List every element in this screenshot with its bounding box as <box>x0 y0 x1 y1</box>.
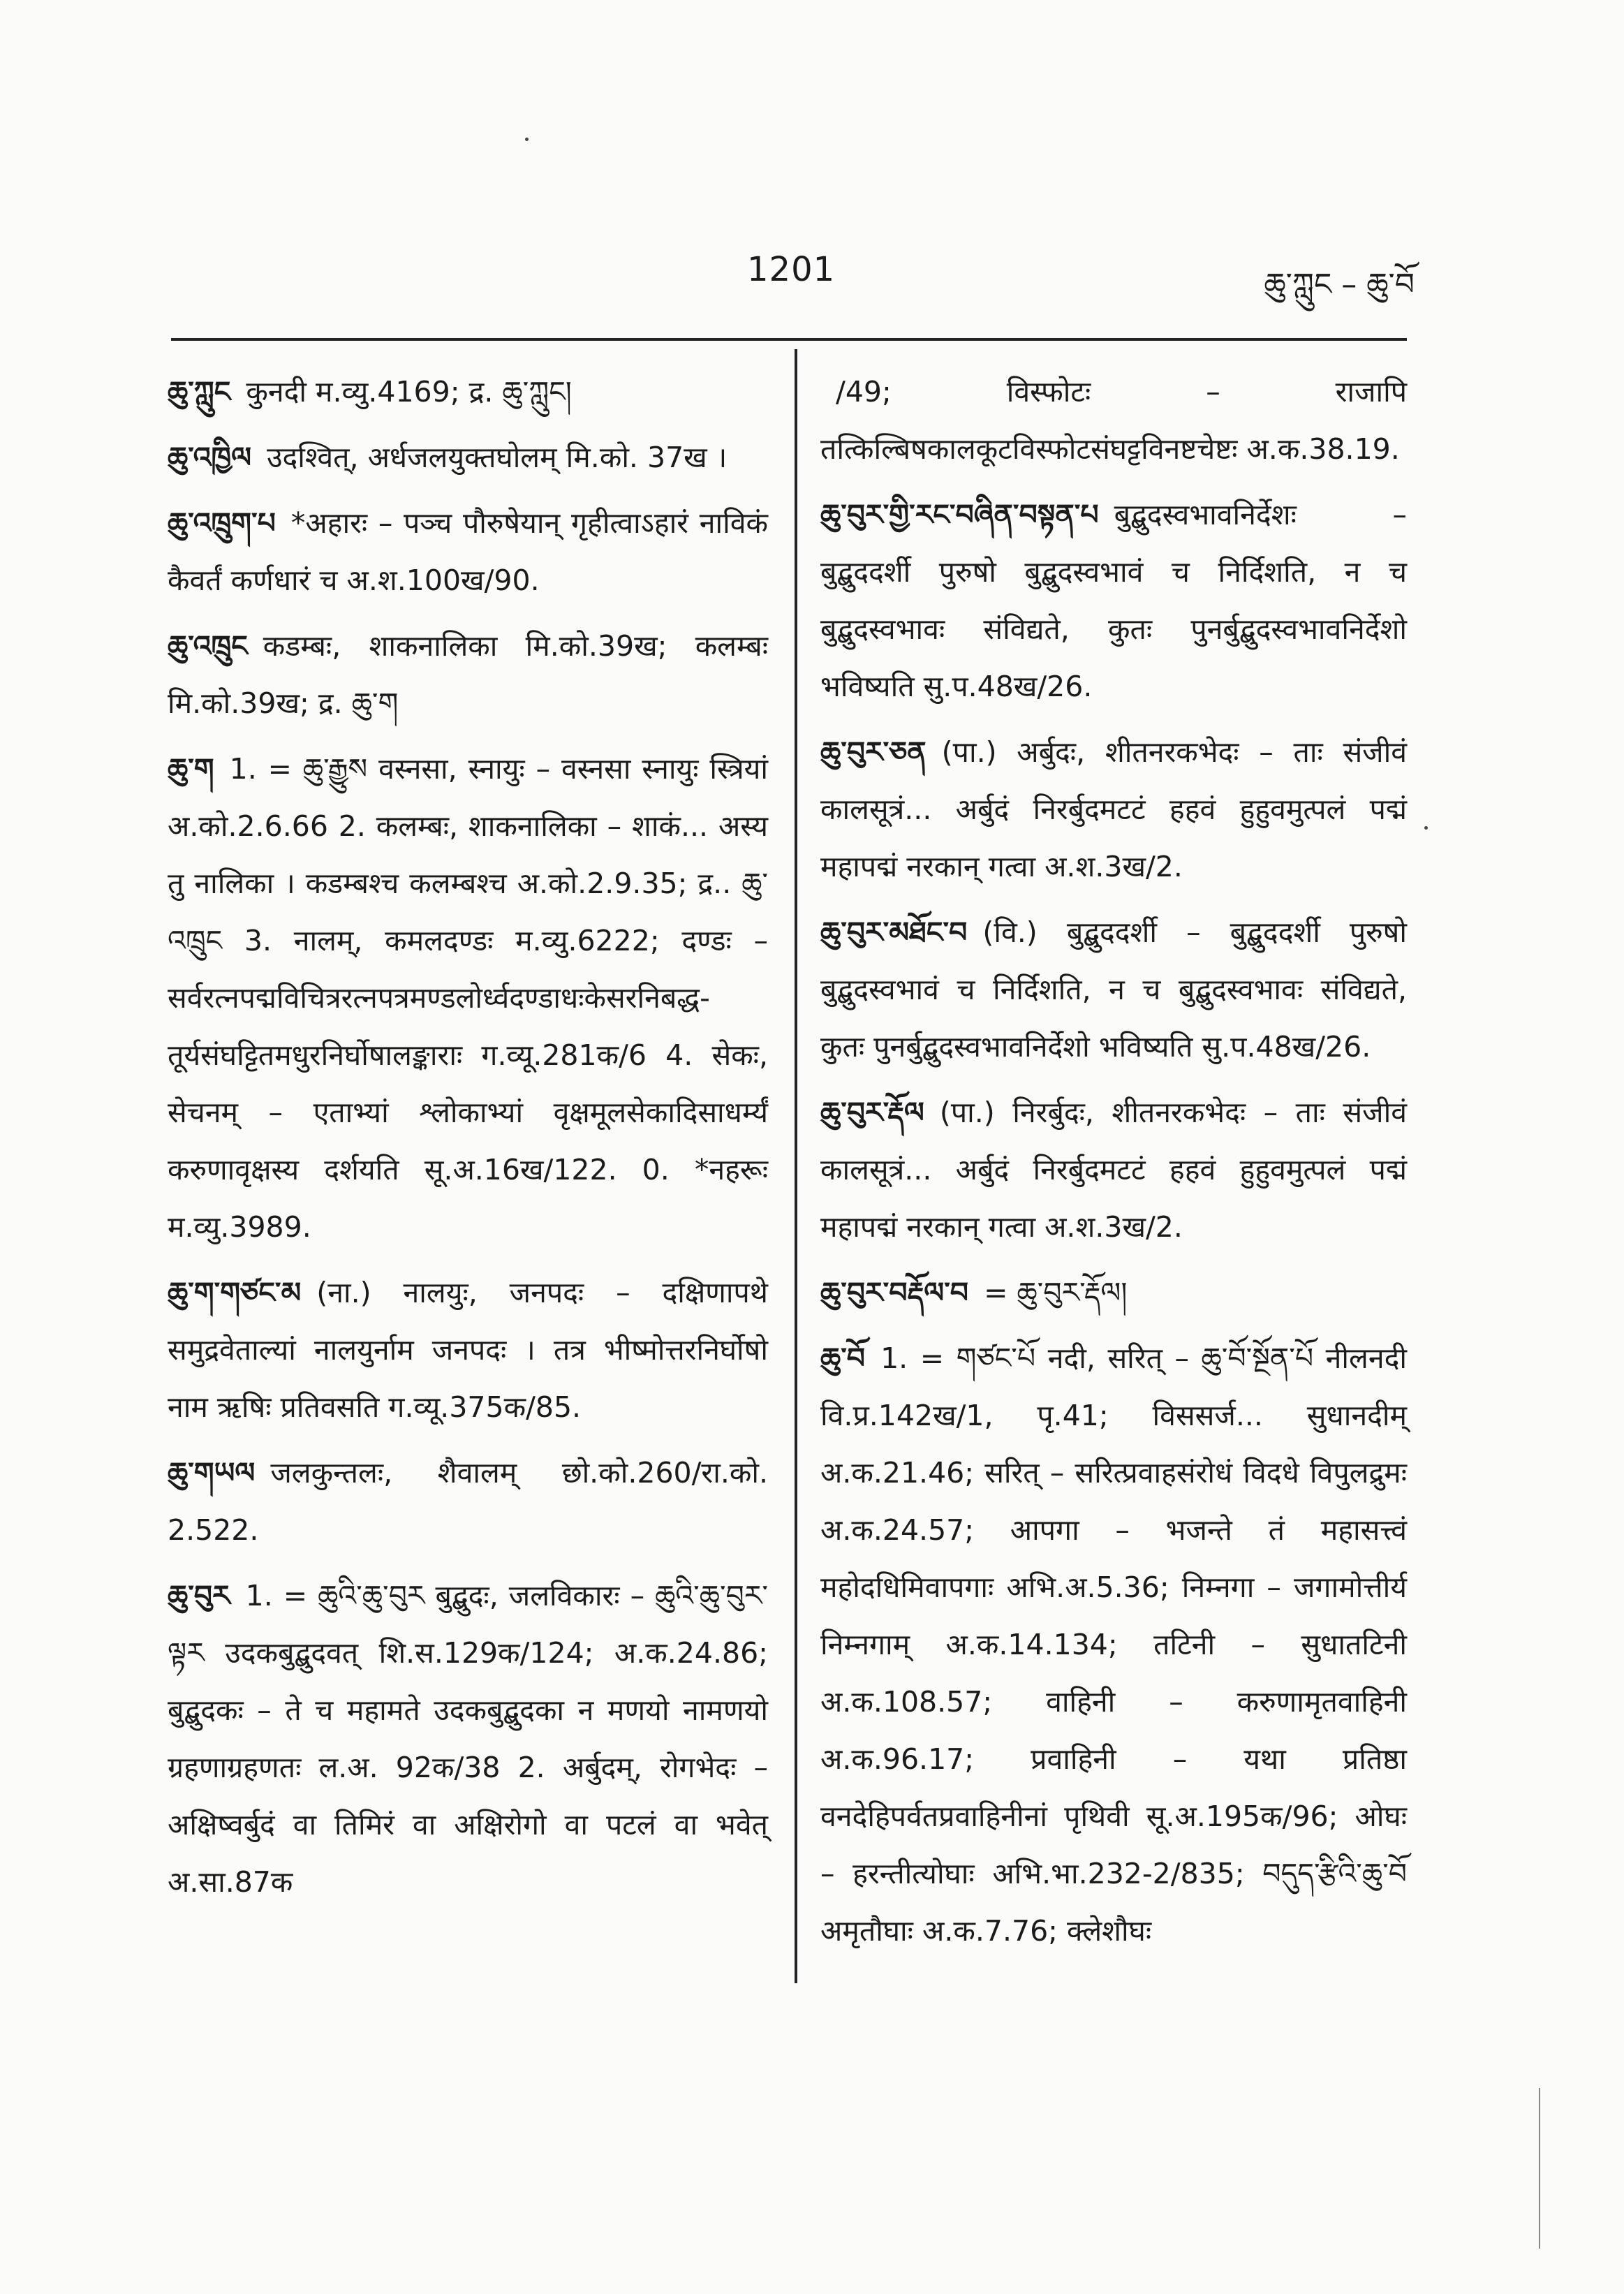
entry-body: कुनदी म.व्यु.4169; द्र. ཆུ་ཀླུང། <box>246 375 572 409</box>
entry-headword: ཆུ་ཀླུང <box>168 375 231 409</box>
entry-body: (पा.) निरर्बुदः, शीतनरकभेदः – ताः संजीवं कालसूत्रं... अर्बुदं निरर्बुदमटटं हहवं हुहुवमुत्पलं पद्मं महापद्मं नरकान् गत्वा अ.श.3ख/2. <box>820 1096 1407 1244</box>
column-divider <box>795 349 797 1983</box>
entry-headword: ཆུ་ག་གཙང་མ <box>168 1276 302 1309</box>
scan-speck <box>525 138 529 141</box>
dictionary-entry <box>168 429 768 486</box>
entry-body: कडम्बः, शाकनालिका मि.को.39ख; कलम्बः मि.को.39ख; द्र. ཆུ་ག <box>168 629 768 720</box>
entry-body: बुद्बुदस्वभावनिर्देशः – बुद्बुददर्शी पुरुषो बुद्बुदस्वभावं च निर्दिशति, न च बुद्बुदस्वभावः संविद्यते, कुतः पुनर्बुद्बुदस्वभावनिर्देशो भविष्यति सु.प.48ख/26. <box>820 498 1407 703</box>
entry-headword: ཆུ་འཁྱིལ <box>168 441 252 474</box>
entry-body: 1. = ཆུ་རྒྱུས वस्नसा, स्नायुः – वस्नसा स्नायुः स्त्रियां अ.को.2.6.66 2. कलम्बः, शाकनालिका – शाकं... अस्य तु नालिका । कडम्बश्च कलम्बश्च अ.को.2.9.35; द्र.. ཆུ་འཁྲུང 3. नालम्, कमलदण्डः म.व्यु.6222; दण्डः – सर्वरत्नपद्मविचित्ररत्नपत्रमण्डलोर्ध्वदण्डाधःकेसरनिबद्ध-तूर्यसंघट्टितमधुरनिर्घोषालङ्काराः ग.व्यू.281क/6 4. सेकः, सेचनम् – एताभ्यां श्लोकाभ्यां वृक्षमूलसेकादिसाधर्म्यं करुणावृक्षस्य दर्शयति सू.अ.16ख/122. 0. *नहरूः म.व्यु.3989. <box>168 752 768 1244</box>
entry-headword: ཆུ་ག <box>168 752 214 786</box>
right-column <box>820 363 1407 1968</box>
dictionary-entry <box>168 363 768 420</box>
running-head: ཆུ་ཀླུང – ཆུ་བོ <box>1264 267 1415 302</box>
dictionary-entry <box>820 1084 1407 1256</box>
entry-body: *अहारः – पञ्च पौरुषेयान् गृहीत्वाऽहारं नाविकं कैवर्तं कर्णधारं च अ.श.100ख/90. <box>168 506 768 597</box>
entry-body: (वि.) बुद्बुददर्शी – बुद्बुददर्शी पुरुषो बुद्बुदस्वभावं च निर्दिशति, न च बुद्बुदस्वभावः संविद्यते, कुतः पुनर्बुद्बुदस्वभावनिर्देशो भविष्यति सु.प.48ख/26. <box>820 916 1407 1064</box>
dictionary-entry <box>168 494 768 609</box>
entry-body: 1. = གཙང་པོ नदी, सरित् – ཆུ་བོ་སྔོན་པོ नीलनदी वि.प्र.142ख/1, पृ.41; विससर्ज... सुधानदीम् अ.क.21.46; सरित् – सरित्प्रवाहसंरोधं विदधे विपुलद्रुमः अ.क.24.57; आपगा – भजन्ते तं महासत्त्वं महोदधिमिवापगाः अभि.अ.5.36; निम्नगा – जगामोत्तीर्य निम्नगाम् अ.क.14.134; तटिनी – सुधातटिनी अ.क.108.57; वाहिनी – करुणामृतवाहिनी अ.क.96.17; प्रवाहिनी – यथा प्रतिष्ठा वनदेहिपर्वतप्रवाहिनीनां पृथिवी सू.अ.195क/96; ओघः – हरन्तीत्योघाः अभि.भा.232-2/835; བདུད་རྩིའི་ཆུ་བོ अमृतौघाः अ.क.7.76; क्लेशौघः <box>820 1341 1407 1948</box>
entry-body: (पा.) अर्बुदः, शीतनरकभेदः – ताः संजीवं कालसूत्रं... अर्बुदं निरर्बुदमटटं हहवं हुहुवमुत्पलं पद्मं महापद्मं नरकान् गत्वा अ.श.3ख/2. <box>820 735 1407 883</box>
dictionary-entry <box>820 486 1407 715</box>
dictionary-entry <box>168 1567 768 1911</box>
entry-body: (ना.) नालयुः, जनपदः – दक्षिणापथे समुद्रवेताल्यां नालयुर्नाम जनपदः । तत्र भीष्मोत्तरनिर्घोषो नाम ऋषिः प्रतिवसति ग.व्यू.375क/85. <box>168 1276 768 1424</box>
scan-edge-mark <box>1539 2088 1540 2249</box>
dictionary-entry <box>820 363 1407 478</box>
entry-headword: ཆུ་བུར་བརྡོལ་བ <box>820 1276 969 1309</box>
entry-headword: ཆུ་བུར <box>168 1579 230 1612</box>
dictionary-entry <box>820 1330 1407 1960</box>
entry-headword: ཆུ་གཡལ <box>168 1456 256 1490</box>
entry-body: 1. = ཆུའི་ཆུ་བུར बुद्बुदः, जलविकारः – ཆུའི་ཆུ་བུར་ལྟར उदकबुद्बुदवत् शि.स.129क/124; अ.क.24.86; बुद्बुदकः – ते च महामते उदकबुद्बुदका न मणयो नामणयो ग्रहणाग्रहणतः ल.अ. 92क/38 2. अर्बुदम्, रोगभेदः – अक्षिष्वर्बुदं वा तिमिरं वा अक्षिरोगो वा पटलं वा भवेत् अ.सा.87क <box>168 1579 768 1899</box>
dictionary-entry <box>168 740 768 1256</box>
dictionary-entry <box>168 1444 768 1559</box>
dictionary-entry <box>820 904 1407 1075</box>
dictionary-entry <box>820 723 1407 895</box>
entry-headword: ཆུ་འཁྲུང <box>168 629 248 663</box>
page-number: 1201 <box>747 250 836 289</box>
entry-headword: ཆུ་བོ <box>820 1341 866 1375</box>
entry-headword: ཆུ་བུར་གྱི་རང་བཞིན་བསྟན་པ <box>820 498 1099 531</box>
left-column <box>168 363 768 1919</box>
scan-speck <box>1424 826 1428 830</box>
header-rule <box>171 338 1407 341</box>
entry-body: = ཆུ་བུར་རྡོལ། <box>984 1276 1128 1309</box>
entry-body: उदश्वित्, अर्धजलयुक्तघोलम् मि.को. 37ख । <box>267 441 728 474</box>
dictionary-entry <box>168 617 768 732</box>
entry-body: जलकुन्तलः, शैवालम् छो.को.260/रा.को. 2.522. <box>168 1456 768 1547</box>
entry-headword: ཆུ་བུར་མཐོང་བ <box>820 916 968 949</box>
entry-body: /49; विस्फोटः – राजापि तत्किल्बिषकालकूटविस्फोटसंघट्टविनष्टचेष्टः अ.क.38.19. <box>820 375 1407 466</box>
dictionary-entry <box>820 1264 1407 1321</box>
dictionary-entry <box>168 1264 768 1436</box>
entry-headword: ཆུ་བུར་ཅན <box>820 735 927 769</box>
entry-headword: ཆུ་འཁྲུག་པ <box>168 506 276 540</box>
entry-headword: ཆུ་བུར་རྡོལ <box>820 1096 924 1129</box>
